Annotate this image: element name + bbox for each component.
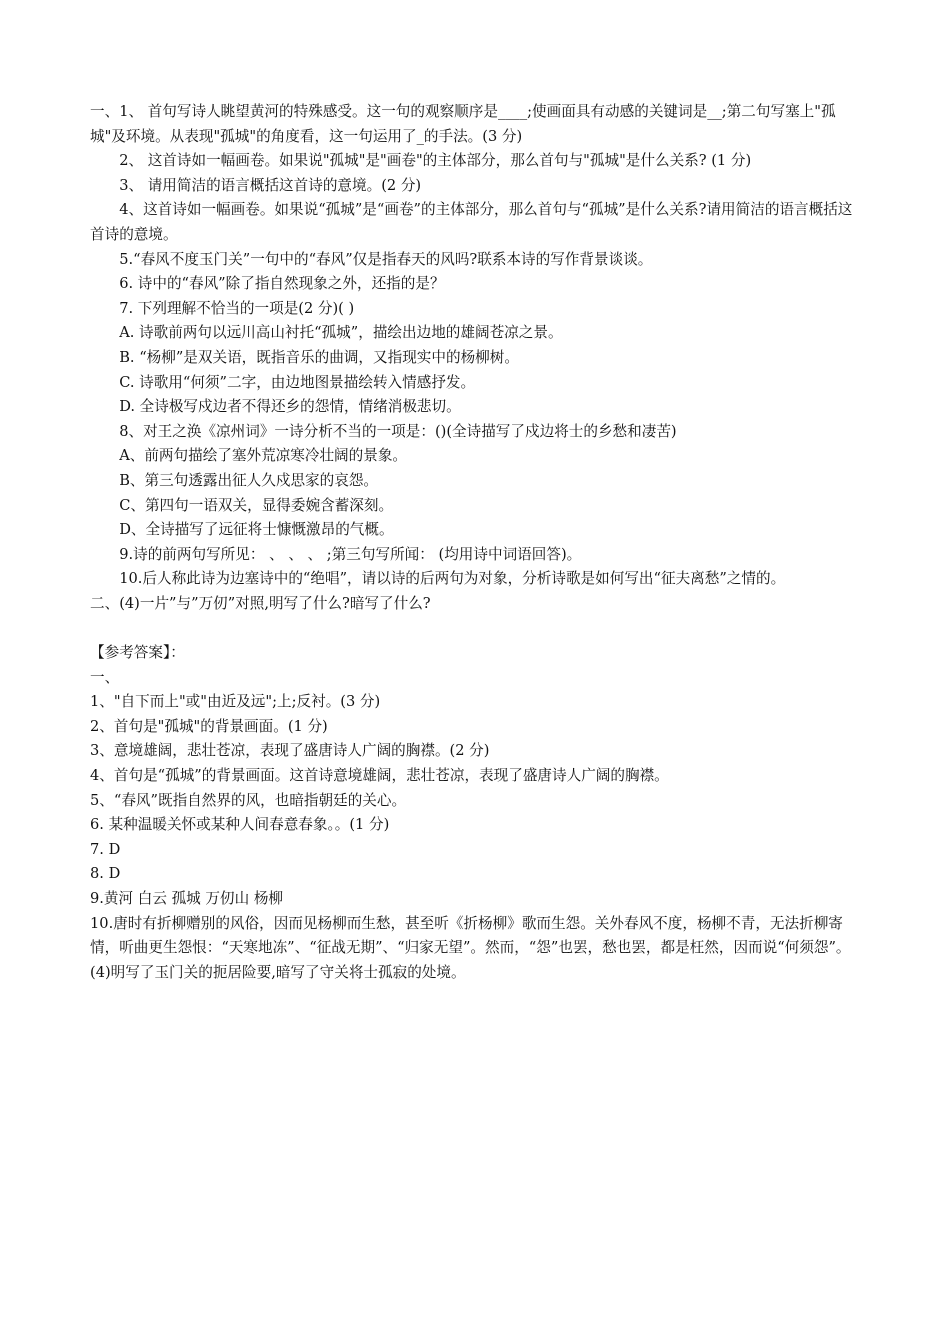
document-page: [90, 100, 862, 985]
spacer: [90, 616, 862, 641]
question-7-option-b: B. “杨柳”是双关语，既指音乐的曲调，又指现实中的杨柳树。: [119, 348, 519, 366]
answer-line: 7. D: [90, 840, 121, 858]
questions-section: [90, 100, 862, 616]
question-7-option-c: C. 诗歌用“何须”二字，由边地图景描绘转入情感抒发。: [119, 373, 476, 391]
question-9: 9.诗的前两句写所见： 、 、 、 ;第三句写所闻： (均用诗中词语回答)。: [119, 545, 582, 563]
question-8-option-b: B、第三句透露出征人久戍思家的哀怨。: [119, 471, 379, 489]
question-8: 8、对王之涣《凉州词》一诗分析不当的一项是：()(全诗描写了戍边将士的乡愁和凄苦): [119, 422, 677, 440]
question-10: 10.后人称此诗为边塞诗中的“绝唱”，请以诗的后两句为对象，分析诗歌是如何写出“征夫离愁”之情的。: [119, 570, 786, 588]
question-5: 5.“春风不度玉门关”一句中的“春风”仅是指春天的风吗?联系本诗的写作背景谈谈。: [119, 250, 653, 268]
question-6: 6. 诗中的“春风”除了指自然现象之外，还指的是？: [119, 275, 445, 293]
answers-heading: 【参考答案】：: [90, 644, 185, 662]
answer-line: 4、首句是“孤城”的背景画面。这首诗意境雄阔，悲壮苍凉，表现了盛唐诗人广阔的胸襟。: [90, 767, 669, 785]
answer-line: 10.唐时有折柳赠别的风俗，因而见杨柳而生愁，甚至听《折杨柳》歌而生怨。关外春风不度，杨柳不青，无法折柳寄情，听曲更生怨恨：“天寒地冻”、“征战无期”、“归家无望”。然而，“怨”也罢，愁也罢，都是枉然，因而说“何须怨”。: [90, 914, 851, 957]
question-4: 4、这首诗如一幅画卷。如果说“孤城”是“画卷”的主体部分，那么首句与“孤城”是什么关系?请用简洁的语言概括这首诗的意境。: [90, 201, 853, 243]
question-part-2: 二、(4)一片”与”万仞”对照,明写了什么?暗写了什么?: [90, 594, 431, 612]
question-7: 7. 下列理解不恰当的一项是(2 分)( ): [119, 299, 355, 317]
question-1: 一、1、 首句写诗人眺望黄河的特殊感受。这一句的观察顺序是____;使画面具有动感的关键词是__;第二句写塞上"孤城"及环境。从表现"孤城"的角度看，这一句运用了_的手法。(3 分): [90, 103, 836, 145]
answer-line: 一、: [90, 668, 120, 686]
answer-line: 1、"自下而上"或"由近及远";上;反衬。(3 分): [90, 693, 381, 711]
answer-line: (4)明写了玉门关的扼居险要,暗写了守关将士孤寂的处境。: [90, 963, 466, 981]
question-7-option-d: D. 全诗极写戍边者不得还乡的怨情，情绪消极悲切。: [119, 398, 461, 416]
question-8-option-a: A、前两句描绘了塞外荒凉寒冷壮阔的景象。: [119, 447, 408, 465]
question-3: 3、 请用简洁的语言概括这首诗的意境。(2 分): [119, 176, 422, 194]
answer-line: 6. 某种温暖关怀或某种人间春意春象。。(1 分): [90, 816, 390, 834]
answer-line: 9.黄河 白云 孤城 万仞山 杨柳: [90, 890, 284, 907]
question-2: 2、 这首诗如一幅画卷。如果说"孤城"是"画卷"的主体部分，那么首句与"孤城"是什么关系? (1 分): [119, 152, 752, 170]
answer-line: 8. D: [90, 865, 121, 883]
question-8-option-d: D、全诗描写了远征将士慷慨激昂的气概。: [119, 521, 394, 539]
answers-section: [90, 641, 862, 985]
question-8-option-c: C、第四句一语双关，显得委婉含蓄深刻。: [119, 496, 394, 514]
question-7-option-a: A. 诗歌前两句以远川高山衬托“孤城”，描绘出边地的雄阔苍凉之景。: [119, 324, 563, 342]
answer-line: 5、“春风”既指自然界的风，也暗指朝廷的关心。: [90, 791, 407, 809]
answer-line: 3、意境雄阔，悲壮苍凉，表现了盛唐诗人广阔的胸襟。(2 分): [90, 742, 490, 760]
answer-line: 2、首句是"孤城"的背景画面。(1 分): [90, 717, 328, 735]
